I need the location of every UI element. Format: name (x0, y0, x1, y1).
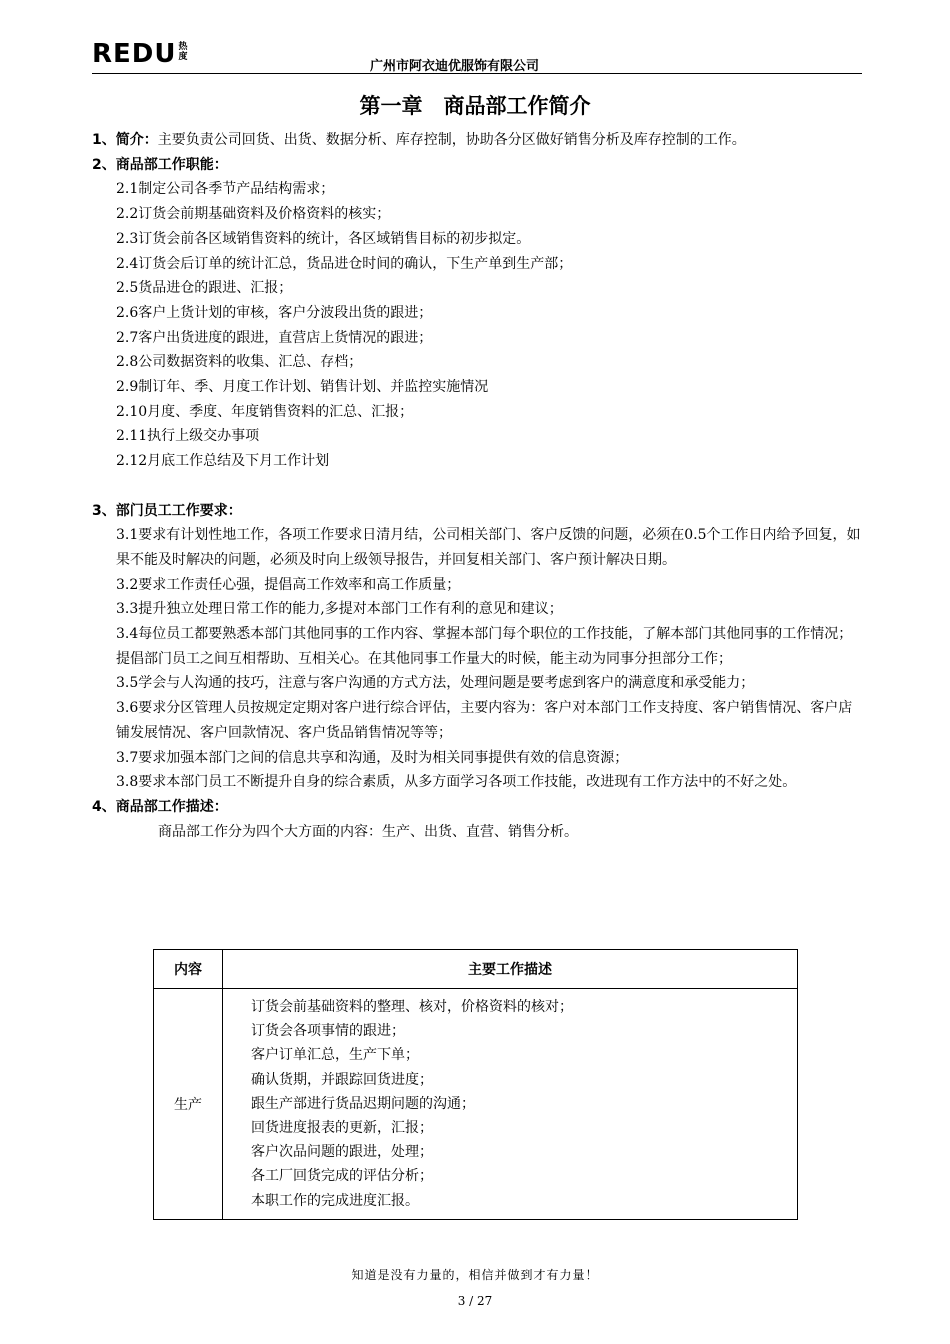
task-item: 各工厂回货完成的评估分析； (251, 1168, 433, 1185)
section-intro-text: 商品部工作分为四个大方面的内容：生产、出货、直营、销售分析。 (158, 823, 578, 840)
list-item: 2.3订货会前各区域销售资料的统计，各区域销售目标的初步拟定。 (116, 230, 531, 247)
list-item: 2.10月度、季度、年度销售资料的汇总、汇报； (116, 403, 414, 420)
task-item: 回货进度报表的更新，汇报； (251, 1120, 433, 1137)
blank-line (92, 474, 864, 499)
column-header: 主要工作描述 (223, 950, 798, 989)
list-item: 2.2订货会前期基础资料及价格资料的核实； (116, 206, 391, 223)
table-cell-category: 生产 (154, 989, 223, 1220)
list-item: 2.11执行上级交办事项 (116, 428, 260, 445)
section-heading: 2、商品部工作职能： (92, 156, 228, 173)
work-description-table (153, 949, 798, 1220)
header-divider (92, 73, 862, 74)
list-item: 3.4每位员工都要熟悉本部门其他同事的工作内容、掌握本部门每个职位的工作技能，了解本部门其他同事的工作情况；提倡部门员工之间互相帮助、互相关心。在其他同事工作量大的时候，能主动为同事分担部分工作； (116, 626, 853, 667)
task-item: 客户订单汇总，生产下单； (251, 1047, 419, 1064)
list-item: 3.5学会与人沟通的技巧，注意与客户沟通的方式方法，处理问题是要考虑到客户的满意度和承受能力； (116, 675, 755, 692)
document-body (92, 128, 864, 844)
list-item: 3.3提升独立处理日常工作的能力,多提对本部门工作有利的意见和建议； (116, 601, 563, 618)
list-item: 3.1要求有计划性地工作，各项工作要求日清月结，公司相关部门、客户反馈的问题，必须在0.5个工作日内给予回复，如果不能及时解决的问题，必须及时向上级领导报告，并回复相关部门、客户预计解决日期。 (116, 527, 861, 568)
section-heading: 4、商品部工作描述： (92, 798, 228, 815)
task-item: 订货会各项事情的跟进； (251, 1023, 405, 1040)
list-item: 2.7客户出货进度的跟进，直营店上货情况的跟进； (116, 329, 433, 346)
list-item: 2.9制订年、季、月度工作计划、销售计划、并监控实施情况 (116, 379, 489, 396)
task-item: 跟生产部进行货品迟期问题的沟通； (251, 1095, 475, 1112)
section-heading: 3、部门员工工作要求： (92, 502, 242, 519)
company-logo (92, 40, 188, 68)
task-item: 订货会前基础资料的整理、核对，价格资料的核对； (251, 999, 573, 1015)
list-item: 3.6要求分区管理人员按规定定期对客户进行综合评估，主要内容为：客户对本部门工作支持度、客户销售情况、客户店铺发展情况、客户回款情况、客户货品销售情况等等； (116, 700, 853, 741)
table-cell-tasks (223, 989, 798, 1220)
functions-list (92, 177, 864, 473)
requirements-list (92, 523, 864, 795)
logo-subtext: 热度 (178, 42, 188, 62)
table-row (154, 989, 798, 1220)
list-item: 2.8公司数据资料的收集、汇总、存档； (116, 354, 363, 371)
list-item: 2.12月底工作总结及下月工作计划 (116, 453, 330, 470)
list-item: 2.6客户上货计划的审核，客户分波段出货的跟进； (116, 304, 433, 321)
page-number: 3 / 27 (457, 1294, 493, 1308)
column-header: 内容 (154, 950, 223, 989)
chapter-title: 第一章 商品部工作简介 (359, 94, 591, 118)
list-item: 3.7要求加强本部门之间的信息共享和沟通，及时为相关同事提供有效的信息资源； (116, 749, 629, 766)
logo-text: REDU (92, 39, 177, 69)
list-item: 3.2要求工作责任心强，提倡高工作效率和高工作质量； (116, 576, 461, 593)
list-item: 2.4订货会后订单的统计汇总，货品进仓时间的确认，下生产单到生产部； (116, 255, 573, 272)
list-item: 2.1制定公司各季节产品结构需求； (116, 181, 335, 198)
company-name: 广州市阿衣迪优服饰有限公司 (370, 59, 540, 74)
section-heading: 1、简介： (92, 132, 158, 148)
footer-quote: 知道是没有力量的，相信并做到才有力量！ (351, 1268, 599, 1282)
section-intro (92, 128, 864, 153)
section-text: 主要负责公司回货、出货、数据分析、库存控制，协助各分区做好销售分析及库存控制的工作。 (157, 132, 746, 148)
list-item: 3.8要求本部门员工不断提升自身的综合素质，从多方面学习各项工作技能，改进现有工作方法中的不好之处。 (116, 774, 797, 791)
list-item: 2.5货品进仓的跟进、汇报； (116, 280, 293, 297)
page-header (92, 40, 862, 76)
task-item: 客户次品问题的跟进，处理； (251, 1144, 433, 1161)
table-header-row (154, 950, 798, 989)
task-item: 确认货期，并跟踪回货进度； (251, 1071, 433, 1088)
task-item: 本职工作的完成进度汇报。 (251, 1192, 419, 1209)
